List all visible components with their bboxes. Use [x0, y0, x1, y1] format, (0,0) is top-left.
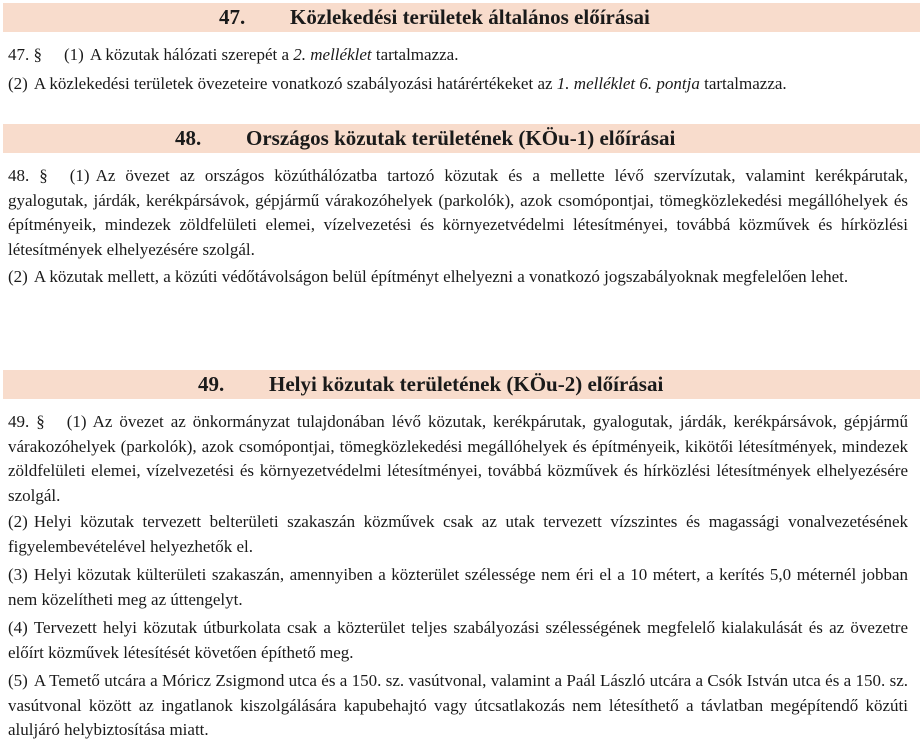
- section-number: 47.: [219, 5, 246, 29]
- paragraph-text: Helyi közutak tervezett belterületi szakaszán közművek csak az utak tervezett vízszintes és magassági vonalvezetésének figyelembevételével helyezhetők el.: [8, 512, 908, 556]
- paragraph-49-4: [8, 616, 908, 665]
- paragraph-text: Tervezett helyi közutak útburkolata csak a közterület teljes szabályozási szélességének megfelelő kialakulását és az övezetre előírt közművek létesítését követően építhető meg.: [8, 618, 908, 662]
- reference-italic: 1. melléklet 6. pontja: [556, 74, 700, 93]
- paragraph-text: Helyi közutak külterületi szakaszán, amennyiben a közterület szélessége nem éri el a 10 métert, a kerítés 5,0 méternél jobban nem közelítheti meg az úttengelyt.: [8, 565, 908, 609]
- subsection-number: (1): [69, 166, 90, 185]
- subsection-number: (1): [66, 412, 87, 431]
- section-title: Helyi közutak területének (KÖu-2) előírásai: [269, 372, 664, 396]
- reference-italic: 2. melléklet: [293, 45, 372, 64]
- paragraph-49-5: [8, 669, 908, 743]
- paragraph-47-2: [8, 72, 908, 97]
- section-heading-49: [3, 370, 920, 399]
- paragraph-text: A közutak hálózati szerepét a: [89, 45, 294, 64]
- subsection-number: (4): [8, 618, 28, 637]
- paragraph-text: Az övezet az önkormányzat tulajdonában lévő közutak, kerékpárutak, gyalogutak, járdák, kerékpársávok, gépjármű várakozóhelyek (parkolók), azok csomópontjai, tömegközlekedési megállóhelyek és építményeik, kikötői létesítmények, mindezek zöldfelületi elemei, vízelvezetési és környezetvédelmi létesítményei, továbbá közművek és hírközlési létesítmények elhelyezésére szolgál.: [8, 412, 909, 505]
- subsection-number: (2): [8, 74, 28, 93]
- paragraph-text: A közlekedési területek övezeteire vonatkozó szabályozási határértékeket az: [33, 74, 557, 93]
- section-mark: 47. §: [8, 45, 42, 64]
- subsection-number: (5): [8, 671, 28, 690]
- paragraph-text: A Temető utcára a Móricz Zsigmond utca és a 150. sz. vasútvonal, valamint a Paál László utcára a Csók István utca és a 150. sz. vasútvonal között az ingatlanok kiszolgálására kapubehajtó vagy útcsatlakozás nem létesíthető a távlatban megépítendő közúti aluljáró helybiztosítása miatt.: [8, 671, 908, 739]
- paragraph-48-1: [8, 164, 908, 262]
- paragraph-49-3: [8, 563, 908, 612]
- paragraph-text: Az övezet az országos közúthálózatba tartozó közutak és a mellette lévő szervízutak, valamint kerékpárutak, gyalogutak, járdák, kerékpársávok, gépjármű várakozóhelyek (parkolók), azok csomópontjai, tömegközlekedési megállóhelyek és építményeik, mindezek zöldfelületi elemei, vízelvezetési és környezetvédelmi létesítményei, továbbá közművek és hírközlési létesítmények elhelyezésére szolgál.: [8, 166, 908, 259]
- paragraph-47-1: [8, 43, 908, 68]
- section-mark: 49. §: [8, 412, 45, 431]
- section-title: Közlekedési területek általános előírásai: [290, 5, 650, 29]
- paragraph-48-2: [8, 265, 908, 290]
- section-heading-47: [3, 3, 920, 32]
- paragraph-text: tartalmazza.: [699, 74, 787, 93]
- section-number: 48.: [175, 126, 202, 150]
- subsection-number: (1): [64, 45, 84, 64]
- subsection-number: (3): [8, 565, 28, 584]
- section-mark: 48. §: [8, 166, 48, 185]
- paragraph-49-2: [8, 510, 908, 559]
- paragraph-text: tartalmazza.: [371, 45, 459, 64]
- paragraph-49-1: [8, 410, 908, 508]
- section-title: Országos közutak területének (KÖu-1) előírásai: [246, 126, 676, 150]
- paragraph-text: A közutak mellett, a közúti védőtávolságon belül építményt elhelyezni a vonatkozó jogszabályoknak megfelelően lehet.: [33, 267, 849, 286]
- section-number: 49.: [198, 372, 225, 396]
- subsection-number: (2): [8, 267, 28, 286]
- section-heading-48: [3, 124, 920, 153]
- subsection-number: (2): [8, 512, 28, 531]
